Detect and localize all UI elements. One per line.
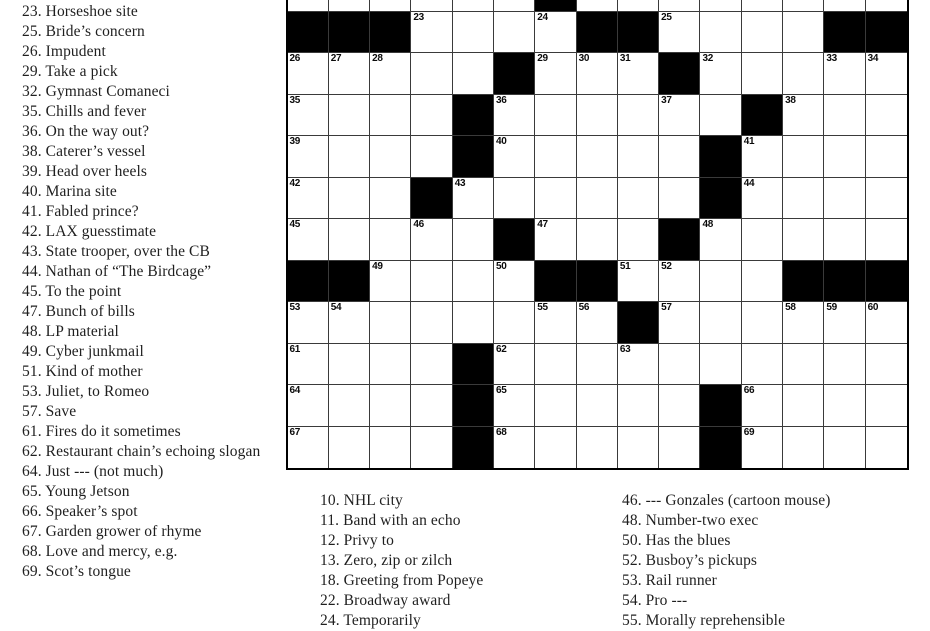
- grid-cell-r6-c9[interactable]: [618, 219, 659, 261]
- cell-number-64: 64: [289, 385, 301, 396]
- cell-number-59: 59: [826, 302, 837, 313]
- grid-cell-r1-c13[interactable]: [783, 12, 824, 54]
- grid-cell-r8-c3[interactable]: [370, 302, 411, 344]
- grid-cell-r7-c11[interactable]: [700, 261, 741, 303]
- clue-48: 48. Number-two exec: [622, 512, 759, 529]
- clue-50: 50. Has the blues: [622, 532, 731, 549]
- grid-cell-r7-c6[interactable]: [494, 261, 535, 303]
- cell-number-31: 31: [619, 53, 631, 64]
- grid-cell-r1-c11[interactable]: [700, 12, 741, 54]
- cell-number-28: 28: [372, 53, 383, 64]
- cell-number-49: 49: [372, 260, 383, 272]
- grid-cell-r3-c13[interactable]: [783, 95, 824, 137]
- cell-number-50: 50: [495, 260, 507, 272]
- cell-number-48: 48: [702, 219, 713, 230]
- grid-cell-r7-c10[interactable]: [659, 261, 700, 303]
- grid-cell-r7-c2-black: [329, 261, 370, 303]
- grid-cell-r11-c2[interactable]: [329, 427, 370, 469]
- cell-number-51: 51: [619, 260, 631, 272]
- grid-cell-r11-c3[interactable]: [370, 427, 411, 469]
- grid-cell-r5-c5[interactable]: [453, 178, 494, 220]
- cell-number-53: 53: [289, 302, 301, 313]
- grid-cell-r6-c2[interactable]: [329, 219, 370, 261]
- grid-cell-r2-c11[interactable]: [700, 53, 741, 95]
- grid-cell-r4-c7[interactable]: [535, 136, 576, 178]
- clue-62: 62. Restaurant chain’s echoing slogan: [22, 443, 261, 460]
- grid-cell-r0-c5[interactable]: [453, 0, 494, 12]
- cell-number-68: 68: [495, 426, 507, 438]
- cell-number-29: 29: [537, 53, 548, 64]
- grid-cell-r10-c2[interactable]: [329, 385, 370, 427]
- grid-cell-r9-c7[interactable]: [535, 344, 576, 386]
- clue-38: 38. Caterer’s vessel: [22, 143, 146, 160]
- clue-23: 23. Horseshoe site: [22, 3, 138, 20]
- clue-18: 18. Greeting from Popeye: [320, 572, 484, 589]
- cell-number-58: 58: [785, 302, 796, 313]
- cell-number-24: 24: [537, 11, 548, 23]
- grid-cell-r10-c14[interactable]: [824, 385, 865, 427]
- grid-cell-r4-c9[interactable]: [618, 136, 659, 178]
- clue-64: 64. Just --- (not much): [22, 463, 164, 480]
- grid-cell-r6-c14[interactable]: [824, 219, 865, 261]
- grid-cell-r11-c10[interactable]: [659, 427, 700, 469]
- clue-43: 43. State trooper, over the CB: [22, 243, 210, 260]
- grid-cell-r10-c15[interactable]: [866, 385, 907, 427]
- grid-cell-r1-c5[interactable]: [453, 12, 494, 54]
- grid-cell-r0-c12[interactable]: [742, 0, 783, 12]
- grid-cell-r9-c2[interactable]: [329, 344, 370, 386]
- clue-44: 44. Nathan of “The Birdcage”: [22, 263, 212, 280]
- grid-cell-r8-c12[interactable]: [742, 302, 783, 344]
- grid-cell-r5-c11-black: [700, 178, 741, 220]
- grid-cell-r3-c7[interactable]: [535, 95, 576, 137]
- grid-cell-r4-c3[interactable]: [370, 136, 411, 178]
- grid-cell-r0-c14[interactable]: [824, 0, 865, 12]
- clue-35: 35. Chills and fever: [22, 103, 147, 120]
- grid-cell-r11-c4[interactable]: [411, 427, 452, 469]
- grid-cell-r8-c9-black: [618, 302, 659, 344]
- grid-cell-r6-c1[interactable]: [288, 219, 329, 261]
- cell-number-62: 62: [495, 343, 507, 355]
- grid-cell-r7-c7-black: [535, 261, 576, 303]
- clue-49: 49. Cyber junkmail: [22, 343, 144, 360]
- grid-cell-r1-c14-black: [824, 12, 865, 54]
- grid-cell-r11-c8[interactable]: [577, 427, 618, 469]
- grid-cell-r5-c2[interactable]: [329, 178, 370, 220]
- cell-number-47: 47: [537, 219, 548, 230]
- grid-cell-r9-c15[interactable]: [866, 344, 907, 386]
- grid-cell-r1-c7[interactable]: [535, 12, 576, 54]
- grid-cell-r5-c8[interactable]: [577, 178, 618, 220]
- clue-65: 65. Young Jetson: [22, 483, 130, 500]
- cell-number-40: 40: [495, 136, 507, 147]
- grid-cell-r4-c1[interactable]: [288, 136, 329, 178]
- grid-cell-r11-c12[interactable]: [742, 427, 783, 469]
- grid-cell-r6-c7[interactable]: [535, 219, 576, 261]
- cell-number-69: 69: [743, 426, 755, 438]
- grid-cell-r2-c8[interactable]: [577, 53, 618, 95]
- grid-cell-r7-c5[interactable]: [453, 261, 494, 303]
- cell-number-35: 35: [289, 94, 301, 106]
- grid-cell-r10-c9[interactable]: [618, 385, 659, 427]
- grid-cell-r4-c4[interactable]: [411, 136, 452, 178]
- grid-cell-r0-c4[interactable]: [411, 0, 452, 12]
- grid-cell-r9-c6[interactable]: [494, 344, 535, 386]
- clue-25: 25. Bride’s concern: [22, 23, 145, 40]
- grid-cell-r9-c14[interactable]: [824, 344, 865, 386]
- grid-cell-r3-c4[interactable]: [411, 95, 452, 137]
- cell-number-45: 45: [289, 219, 301, 230]
- clue-53: 53. Juliet, to Romeo: [22, 383, 150, 400]
- grid-cell-r5-c13[interactable]: [783, 178, 824, 220]
- grid-cell-r4-c8[interactable]: [577, 136, 618, 178]
- grid-cell-r11-c9[interactable]: [618, 427, 659, 469]
- grid-cell-r1-c9-black: [618, 12, 659, 54]
- grid-cell-r11-c6[interactable]: [494, 427, 535, 469]
- grid-cell-r9-c12[interactable]: [742, 344, 783, 386]
- grid-cell-r6-c13[interactable]: [783, 219, 824, 261]
- grid-cell-r7-c12[interactable]: [742, 261, 783, 303]
- clue-67: 67. Garden grower of rhyme: [22, 523, 202, 540]
- grid-cell-r0-c7-black: [535, 0, 576, 12]
- grid-cell-r7-c9[interactable]: [618, 261, 659, 303]
- grid-cell-r3-c3[interactable]: [370, 95, 411, 137]
- grid-cell-r5-c10[interactable]: [659, 178, 700, 220]
- grid-cell-r0-c3[interactable]: [370, 0, 411, 12]
- grid-cell-r1-c1-black: [288, 12, 329, 54]
- grid-cell-r1-c4[interactable]: [411, 12, 452, 54]
- grid-cell-r11-c1[interactable]: [288, 427, 329, 469]
- cell-number-52: 52: [661, 260, 672, 272]
- grid-cell-r8-c7[interactable]: [535, 302, 576, 344]
- grid-cell-r11-c13[interactable]: [783, 427, 824, 469]
- grid-cell-r8-c5[interactable]: [453, 302, 494, 344]
- clue-47: 47. Bunch of bills: [22, 303, 135, 320]
- grid-cell-r8-c4[interactable]: [411, 302, 452, 344]
- cell-number-46: 46: [413, 219, 424, 230]
- clue-69: 69. Scot’s tongue: [22, 563, 131, 580]
- clue-53: 53. Rail runner: [622, 572, 717, 589]
- grid-cell-r10-c8[interactable]: [577, 385, 618, 427]
- grid-cell-r1-c15-black: [866, 12, 907, 54]
- grid-cell-r4-c10[interactable]: [659, 136, 700, 178]
- cell-number-34: 34: [867, 53, 879, 64]
- grid-cell-r2-c12[interactable]: [742, 53, 783, 95]
- cell-number-63: 63: [619, 343, 631, 355]
- clue-68: 68. Love and mercy, e.g.: [22, 543, 178, 560]
- grid-cell-r4-c12[interactable]: [742, 136, 783, 178]
- cell-number-43: 43: [454, 177, 466, 189]
- grid-cell-r10-c1[interactable]: [288, 385, 329, 427]
- grid-cell-r8-c10[interactable]: [659, 302, 700, 344]
- grid-cell-r9-c13[interactable]: [783, 344, 824, 386]
- grid-cell-r2-c3[interactable]: [370, 53, 411, 95]
- grid-cell-r4-c11-black: [700, 136, 741, 178]
- clue-11: 11. Band with an echo: [320, 512, 461, 529]
- grid-cell-r0-c13[interactable]: [783, 0, 824, 12]
- grid-cell-r9-c4[interactable]: [411, 344, 452, 386]
- grid-cell-r8-c13[interactable]: [783, 302, 824, 344]
- clue-57: 57. Save: [22, 403, 77, 420]
- grid-cell-r2-c9[interactable]: [618, 53, 659, 95]
- crossword-grid: [286, 0, 909, 470]
- clue-39: 39. Head over heels: [22, 163, 147, 180]
- grid-cell-r3-c2[interactable]: [329, 95, 370, 137]
- cell-number-54: 54: [330, 302, 342, 313]
- grid-cell-r5-c12[interactable]: [742, 178, 783, 220]
- grid-cell-r0-c11[interactable]: [700, 0, 741, 12]
- clue-54: 54. Pro ---: [622, 592, 688, 609]
- grid-cell-r4-c5-black: [453, 136, 494, 178]
- grid-cell-r0-c15[interactable]: [866, 0, 907, 12]
- grid-cell-r4-c2[interactable]: [329, 136, 370, 178]
- down-clues-right-column: [622, 491, 922, 631]
- grid-cell-r8-c14[interactable]: [824, 302, 865, 344]
- grid-cell-r3-c15[interactable]: [866, 95, 907, 137]
- grid-cell-r9-c9[interactable]: [618, 344, 659, 386]
- grid-cell-r10-c3[interactable]: [370, 385, 411, 427]
- cell-number-38: 38: [785, 94, 796, 106]
- grid-cell-r7-c8-black: [577, 261, 618, 303]
- cell-number-57: 57: [661, 302, 672, 313]
- grid-cell-r2-c4[interactable]: [411, 53, 452, 95]
- grid-cell-r8-c11[interactable]: [700, 302, 741, 344]
- grid-cell-r9-c11[interactable]: [700, 344, 741, 386]
- grid-cell-r11-c7[interactable]: [535, 427, 576, 469]
- grid-cell-r6-c6-black: [494, 219, 535, 261]
- clue-51: 51. Kind of mother: [22, 363, 143, 380]
- clue-32: 32. Gymnast Comaneci: [22, 83, 170, 100]
- grid-cell-r11-c11-black: [700, 427, 741, 469]
- grid-cell-r0-c1[interactable]: [288, 0, 329, 12]
- grid-cell-r0-c10[interactable]: [659, 0, 700, 12]
- grid-cell-r4-c6[interactable]: [494, 136, 535, 178]
- cell-number-23: 23: [413, 11, 424, 23]
- grid-cell-r5-c6[interactable]: [494, 178, 535, 220]
- clue-52: 52. Busboy’s pickups: [622, 552, 758, 569]
- grid-cell-r9-c1[interactable]: [288, 344, 329, 386]
- grid-cell-r6-c4[interactable]: [411, 219, 452, 261]
- grid-cell-r6-c10-black: [659, 219, 700, 261]
- grid-cell-r8-c2[interactable]: [329, 302, 370, 344]
- grid-cell-r10-c4[interactable]: [411, 385, 452, 427]
- cell-number-65: 65: [495, 385, 507, 396]
- grid-cell-r6-c8[interactable]: [577, 219, 618, 261]
- across-clues-column: [22, 2, 272, 582]
- grid-cell-r10-c6[interactable]: [494, 385, 535, 427]
- grid-cell-r10-c7[interactable]: [535, 385, 576, 427]
- grid-cell-r3-c5-black: [453, 95, 494, 137]
- grid-cell-r3-c6[interactable]: [494, 95, 535, 137]
- grid-cell-r1-c10[interactable]: [659, 12, 700, 54]
- grid-cell-r10-c12[interactable]: [742, 385, 783, 427]
- cell-number-30: 30: [578, 53, 590, 64]
- grid-cell-r0-c2[interactable]: [329, 0, 370, 12]
- grid-cell-r7-c13-black: [783, 261, 824, 303]
- grid-cell-r8-c15[interactable]: [866, 302, 907, 344]
- clue-13: 13. Zero, zip or zilch: [320, 552, 453, 569]
- clue-22: 22. Broadway award: [320, 592, 451, 609]
- grid-cell-r9-c8[interactable]: [577, 344, 618, 386]
- grid-cell-r11-c5-black: [453, 427, 494, 469]
- cell-number-55: 55: [537, 302, 548, 313]
- cell-number-32: 32: [702, 53, 713, 64]
- cell-number-27: 27: [330, 53, 342, 64]
- grid-cell-r6-c3[interactable]: [370, 219, 411, 261]
- clue-45: 45. To the point: [22, 283, 122, 300]
- grid-cell-r2-c13[interactable]: [783, 53, 824, 95]
- grid-cell-r5-c3[interactable]: [370, 178, 411, 220]
- cell-number-41: 41: [743, 136, 755, 147]
- grid-cell-r5-c15[interactable]: [866, 178, 907, 220]
- grid-cell-r6-c11[interactable]: [700, 219, 741, 261]
- clue-29: 29. Take a pick: [22, 63, 118, 80]
- grid-cell-r3-c11[interactable]: [700, 95, 741, 137]
- grid-cell-r3-c9[interactable]: [618, 95, 659, 137]
- clue-48: 48. LP material: [22, 323, 119, 340]
- grid-cell-r6-c12[interactable]: [742, 219, 783, 261]
- cell-number-26: 26: [289, 53, 301, 64]
- grid-cell-r3-c10[interactable]: [659, 95, 700, 137]
- grid-cell-r6-c5[interactable]: [453, 219, 494, 261]
- grid-cell-r3-c12-black: [742, 95, 783, 137]
- grid-cell-r2-c14[interactable]: [824, 53, 865, 95]
- grid-cell-r1-c8-black: [577, 12, 618, 54]
- grid-cell-r1-c3-black: [370, 12, 411, 54]
- clue-46: 46. --- Gonzales (cartoon mouse): [622, 492, 831, 509]
- grid-cell-r10-c13[interactable]: [783, 385, 824, 427]
- grid-cell-r1-c12[interactable]: [742, 12, 783, 54]
- cell-number-25: 25: [661, 11, 672, 23]
- clue-12: 12. Privy to: [320, 532, 394, 549]
- grid-cell-r7-c15-black: [866, 261, 907, 303]
- grid-cell-r7-c3[interactable]: [370, 261, 411, 303]
- grid-cell-r7-c14-black: [824, 261, 865, 303]
- grid-cell-r0-c9[interactable]: [618, 0, 659, 12]
- grid-cell-r5-c1[interactable]: [288, 178, 329, 220]
- grid-cell-r0-c8[interactable]: [577, 0, 618, 12]
- grid-cell-r1-c2-black: [329, 12, 370, 54]
- grid-cell-r2-c2[interactable]: [329, 53, 370, 95]
- grid-cell-r5-c7[interactable]: [535, 178, 576, 220]
- grid-cell-r2-c6-black: [494, 53, 535, 95]
- grid-cell-r2-c1[interactable]: [288, 53, 329, 95]
- grid-cell-r10-c11-black: [700, 385, 741, 427]
- clue-61: 61. Fires do it sometimes: [22, 423, 181, 440]
- cell-number-66: 66: [743, 385, 755, 396]
- grid-cell-r10-c5-black: [453, 385, 494, 427]
- grid-cell-r1-c6[interactable]: [494, 12, 535, 54]
- grid-cell-r3-c1[interactable]: [288, 95, 329, 137]
- cell-number-61: 61: [289, 343, 301, 355]
- cell-number-37: 37: [661, 94, 672, 106]
- grid-cell-r3-c8[interactable]: [577, 95, 618, 137]
- grid-cell-r3-c14[interactable]: [824, 95, 865, 137]
- cell-number-33: 33: [826, 53, 837, 64]
- grid-cell-r9-c10[interactable]: [659, 344, 700, 386]
- grid-cell-r11-c15[interactable]: [866, 427, 907, 469]
- grid-cell-r5-c4-black: [411, 178, 452, 220]
- cell-number-39: 39: [289, 136, 301, 147]
- clue-10: 10. NHL city: [320, 492, 403, 509]
- grid-cell-r2-c5[interactable]: [453, 53, 494, 95]
- down-clues-left-column: [320, 491, 612, 631]
- grid-cell-r9-c5-black: [453, 344, 494, 386]
- grid-cell-r10-c10[interactable]: [659, 385, 700, 427]
- grid-cell-r0-c6[interactable]: [494, 0, 535, 12]
- grid-cell-r5-c14[interactable]: [824, 178, 865, 220]
- grid-cell-r4-c15[interactable]: [866, 136, 907, 178]
- clue-42: 42. LAX guesstimate: [22, 223, 157, 240]
- cell-number-67: 67: [289, 426, 301, 438]
- grid-cell-r11-c14[interactable]: [824, 427, 865, 469]
- grid-cell-r2-c10-black: [659, 53, 700, 95]
- clue-26: 26. Impudent: [22, 43, 106, 60]
- cell-number-36: 36: [495, 94, 507, 106]
- grid-cell-r8-c6[interactable]: [494, 302, 535, 344]
- clue-36: 36. On the way out?: [22, 123, 150, 140]
- grid-cell-r8-c8[interactable]: [577, 302, 618, 344]
- grid-cell-r6-c15[interactable]: [866, 219, 907, 261]
- grid-cell-r4-c13[interactable]: [783, 136, 824, 178]
- grid-cell-r9-c3[interactable]: [370, 344, 411, 386]
- cell-number-44: 44: [743, 177, 755, 189]
- cell-number-56: 56: [578, 302, 590, 313]
- grid-cell-r4-c14[interactable]: [824, 136, 865, 178]
- grid-cell-r2-c7[interactable]: [535, 53, 576, 95]
- clue-24: 24. Temporarily: [320, 612, 421, 629]
- grid-cell-r5-c9[interactable]: [618, 178, 659, 220]
- grid-cell-r7-c1-black: [288, 261, 329, 303]
- grid-cell-r2-c15[interactable]: [866, 53, 907, 95]
- clue-66: 66. Speaker’s spot: [22, 503, 138, 520]
- grid-cell-r7-c4[interactable]: [411, 261, 452, 303]
- clue-41: 41. Fabled prince?: [22, 203, 139, 220]
- clue-40: 40. Marina site: [22, 183, 117, 200]
- cell-number-60: 60: [867, 302, 879, 313]
- cell-number-42: 42: [289, 177, 301, 189]
- clue-55: 55. Morally reprehensible: [622, 612, 786, 629]
- grid-cell-r8-c1[interactable]: [288, 302, 329, 344]
